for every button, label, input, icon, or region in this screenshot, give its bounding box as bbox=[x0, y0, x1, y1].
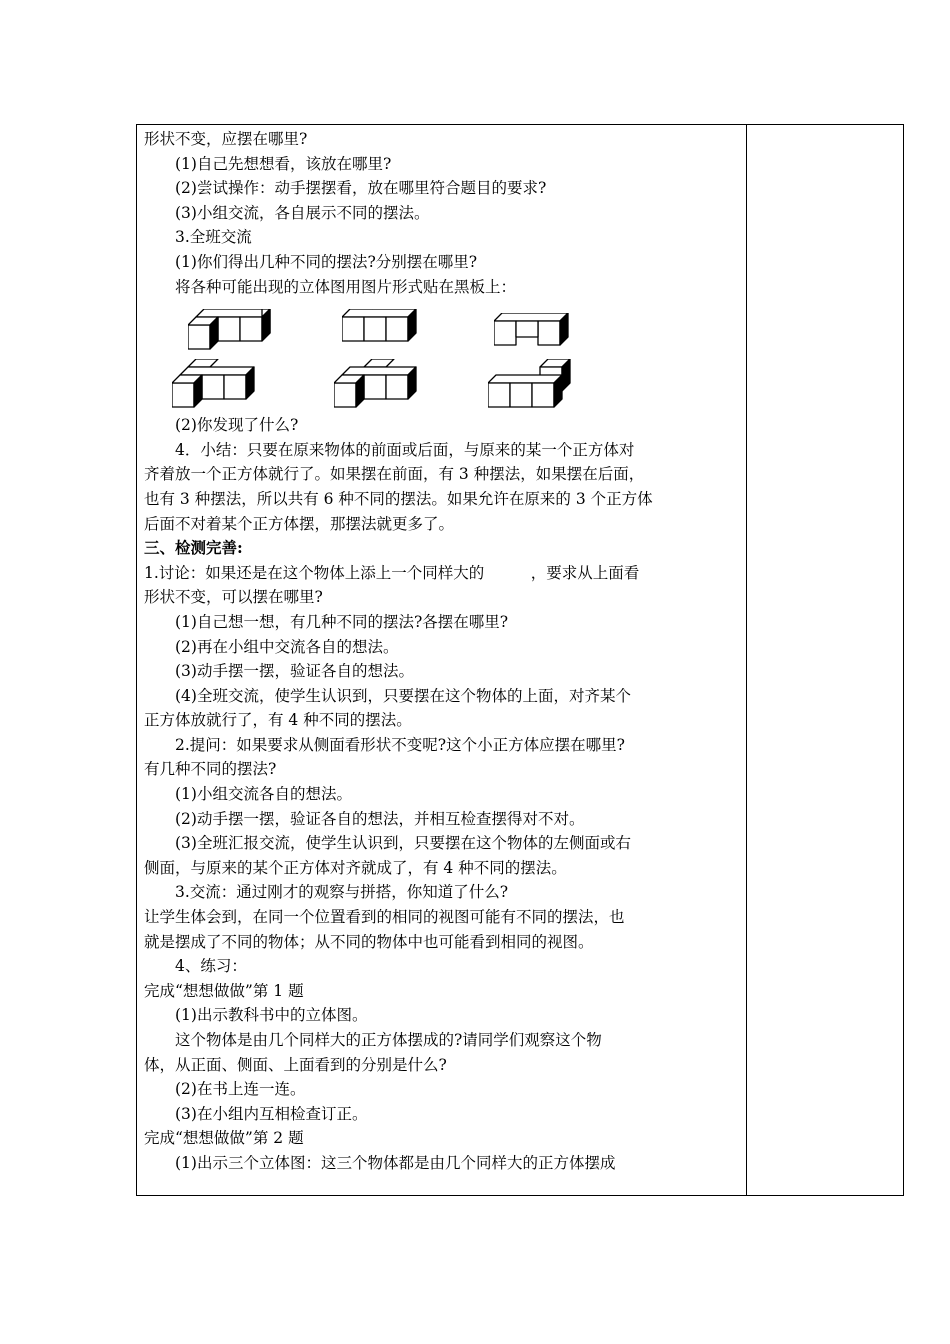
text-line: 齐着放一个正方体就行了。如果摆在前面，有 3 种摆法，如果摆在后面， bbox=[144, 465, 645, 484]
cube-figure-6 bbox=[488, 359, 588, 417]
text-line: 1.讨论：如果还是在这个物体上添上一个同样大的 ，要求从上面看 bbox=[144, 563, 640, 582]
text-line: 这个物体是由几个同样大的正方体摆成的?请同学们观察这个物 bbox=[175, 1031, 602, 1049]
cube-figures bbox=[144, 299, 742, 413]
text-line: 也有 3 种摆法，所以共有 6 种不同的摆法。如果允许在原来的 3 个正方体 bbox=[144, 489, 653, 508]
text-line: (1)小组交流各自的想法。 bbox=[175, 785, 352, 804]
text-line: 4、练习： bbox=[175, 957, 247, 976]
text-line: (3)小组交流，各自展示不同的摆法。 bbox=[175, 203, 430, 222]
lines-top bbox=[144, 127, 742, 299]
text-line: (1)你们得出几种不同的摆法?分别摆在哪里? bbox=[175, 252, 478, 271]
text-line: (1)自己先想想看，该放在哪里? bbox=[175, 154, 392, 173]
text-line: (3)全班汇报交流，使学生认识到，只要摆在这个物体的左侧面或右 bbox=[175, 834, 631, 853]
column-divider bbox=[746, 125, 747, 1195]
text-line: (2)你发现了什么? bbox=[175, 416, 299, 435]
text-line: 正方体放就行了，有 4 种不同的摆法。 bbox=[144, 711, 412, 730]
text-line: (3)动手摆一摆，验证各自的想法。 bbox=[175, 662, 414, 681]
text-line: 体，从正面、侧面、上面看到的分别是什么? bbox=[144, 1055, 447, 1074]
text-line: (4)全班交流，使学生认识到，只要摆在这个物体的上面，对齐某个 bbox=[175, 686, 631, 705]
text-line: (2)尝试操作：动手摆摆看，放在哪里符合题目的要求? bbox=[175, 179, 547, 198]
section-heading: 三、检测完善: bbox=[144, 538, 243, 558]
text-line: 就是摆成了不同的物体；从不同的物体中也可能看到相同的视图。 bbox=[144, 932, 594, 951]
text-line: 形状不变，可以摆在哪里? bbox=[144, 588, 323, 607]
text-line: (2)在书上连一连。 bbox=[175, 1080, 306, 1099]
text-line: 让学生体会到，在同一个位置看到的相同的视图可能有不同的摆法，也 bbox=[144, 908, 625, 927]
text-line: 2.提问：如果要求从侧面看形状不变呢?这个小正方体应摆在哪里? bbox=[175, 735, 625, 754]
text-line: (3)在小组内互相检查订正。 bbox=[175, 1104, 368, 1123]
text-line: (1)自己想一想，有几种不同的摆法?各摆在哪里? bbox=[175, 612, 509, 631]
cube-figure-4 bbox=[172, 359, 272, 417]
text-line: 将各种可能出现的立体图用图片形式贴在黑板上： bbox=[175, 277, 517, 296]
text-line: (2)动手摆一摆，验证各自的想法，并相互检查摆得对不对。 bbox=[175, 809, 585, 828]
text-line: 形状不变，应摆在哪里? bbox=[144, 130, 308, 148]
text-line: (1)出示教科书中的立体图。 bbox=[175, 1006, 368, 1025]
text-line: (1)出示三个立体图：这三个物体都是由几个同样大的正方体摆成 bbox=[175, 1153, 616, 1172]
text-line: 侧面，与原来的某个正方体对齐就成了，有 4 种不同的摆法。 bbox=[144, 858, 567, 877]
text-line: 3.交流：通过刚才的观察与拼搭，你知道了什么? bbox=[175, 883, 509, 902]
text-line: 后面不对着某个正方体摆，那摆法就更多了。 bbox=[144, 514, 455, 533]
lesson-table bbox=[136, 124, 904, 1196]
text-line: 有几种不同的摆法? bbox=[144, 760, 277, 779]
cube-figure-5 bbox=[334, 359, 434, 417]
text-line: (2)再在小组中交流各自的想法。 bbox=[175, 637, 399, 656]
text-line: 完成“想想做做”第 2 题 bbox=[144, 1129, 304, 1148]
text-line: 3.全班交流 bbox=[175, 228, 252, 247]
text-line: 完成“想想做做”第 1 题 bbox=[144, 981, 304, 1000]
lines-bottom bbox=[144, 413, 742, 1175]
lesson-content bbox=[144, 127, 742, 1176]
text-line: 4．小结：只要在原来物体的前面或后面，与原来的某一个正方体对 bbox=[175, 440, 635, 459]
